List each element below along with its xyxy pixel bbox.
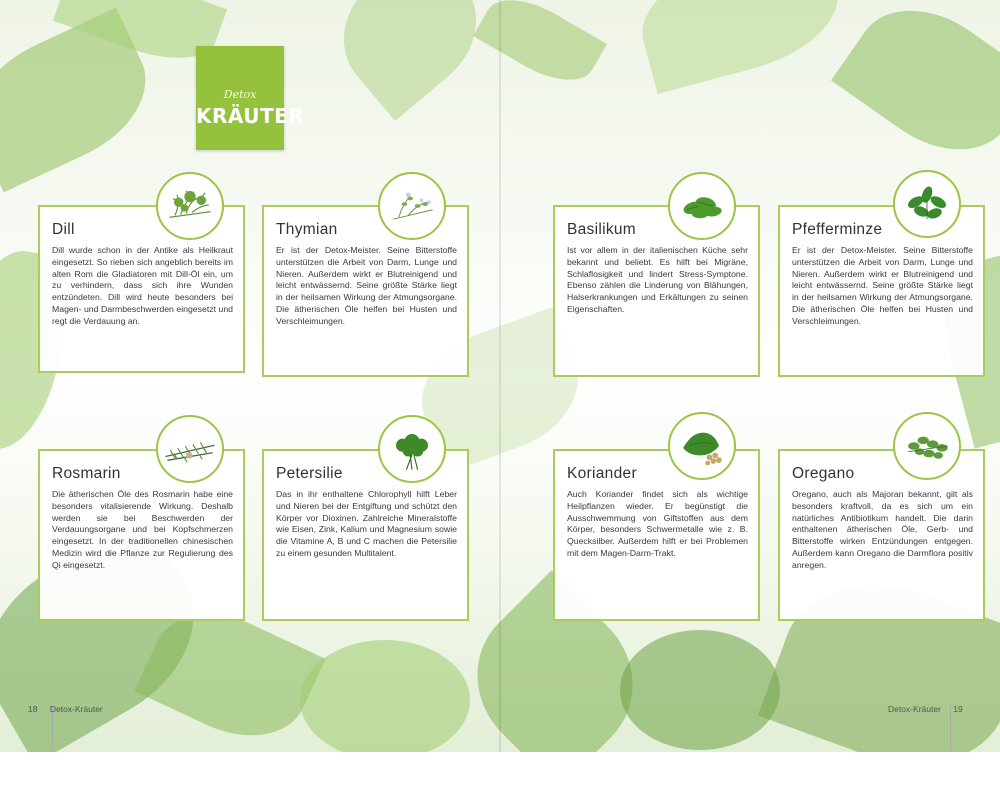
herb-description: Oregano, auch als Majoran bekannt, gilt als besonders kraftvoll, da es sich um ein natürliches Antibiotikum handelt. Die darin enthaltenen ätherischen Öle, Gerb- und Bitterstoffe wirken Entzündungen entgegen. Außerdem kann Oregano die Darmflora positiv anregen.	[792, 489, 973, 570]
footer-right	[888, 704, 963, 714]
section-title: KRÄUTER	[196, 104, 305, 128]
herb-description: Dill wurde schon in der Antike als Heilkraut eingesetzt. So rieben sich angeblich bereits im alten Rom die Gladiatoren mit Dill-Öl ein, um zu verhindern, dass sich ihre Wunden entzündeten. Dill wird heute besonders bei Magen- und Darmbeschwerden eingesetzt und regt die Verdauung an.	[52, 245, 233, 326]
herb-card-thymian	[262, 205, 469, 377]
bg-leaf	[620, 630, 780, 750]
basil-icon	[668, 172, 736, 240]
herb-name: Petersilie	[276, 465, 343, 482]
bg-leaf	[473, 0, 607, 96]
bg-leaf	[318, 0, 502, 121]
herb-card-basilikum	[553, 205, 760, 377]
rosemary-icon	[156, 415, 224, 483]
herb-name: Basilikum	[567, 221, 637, 238]
herb-card-pfefferminze	[778, 205, 985, 377]
peppermint-icon	[893, 170, 961, 238]
herb-card-rosmarin	[38, 449, 245, 621]
herb-name: Rosmarin	[52, 465, 121, 482]
bg-leaf	[831, 0, 1000, 178]
herb-description: Er ist der Detox-Meister. Seine Bitterstoffe unterstützen die Arbeit von Darm, Lunge und Nieren. Außerdem wirkt er Blutreinigend und leicht entwässernd. Seine größte Stärke liegt in der heilsamen Wirkung der Atmungsorgane. Die ätherischen Öle helfen bei Husten und Verschleimungen.	[792, 245, 973, 326]
parsley-icon	[378, 415, 446, 483]
herb-description: Das in ihr enthaltene Chlorophyll hilft Leber und Nieren bei der Entgiftung und schützt den Körper vor Dioxinen. Zahlreiche Mineralstoffe wie Eisen, Zink, Kalium und Magnesium sowie die Vitamine A, B und C machen die Petersilie zu einem gesunden Multitalent.	[276, 489, 457, 558]
herb-description: Er ist der Detox-Meister. Seine Bitterstoffe unterstützen die Arbeit von Darm, Lunge und Nieren. Außerdem wirkt er Blutreinigend und leicht entwässernd. Seine größte Stärke liegt in der heilsamen Wirkung der Atmungsorgane. Die ätherischen Öle helfen bei Husten und Verschleimungen.	[276, 245, 457, 326]
herb-description: Auch Koriander findet sich als wichtige Heilpflanzen wieder. Er begünstigt die Ausschwemmung von Giftstoffen aus dem Körper, besonders Schwermetalle wie z. B. Quecksilber. Außerdem hilft er bei Problemen mit dem Magen-Darm-Trakt.	[567, 489, 748, 558]
page-number-right: 19	[953, 704, 963, 714]
herb-card-dill	[38, 205, 245, 373]
thyme-icon	[378, 172, 446, 240]
section-title-block	[196, 46, 305, 150]
herb-name: Thymian	[276, 221, 338, 238]
coriander-icon	[668, 412, 736, 480]
footer-label-left: Detox-Kräuter	[49, 704, 103, 714]
footer-label-right: Detox-Kräuter	[888, 704, 941, 714]
footer-left	[28, 704, 103, 714]
oregano-icon	[893, 412, 961, 480]
herb-name: Koriander	[567, 465, 637, 482]
dill-icon	[156, 172, 224, 240]
herb-description: Die ätherischen Öle des Rosmarin habe eine besonders vitalisierende Wirkung. Deshalb werden sie bei Beschwerden der Verdauungsorgane und bei Kopfschmerzen eingesetzt. In der traditionellen chinesischen Medizin wird die Pflanze zur Regulierung des Qi eingesetzt.	[52, 489, 233, 570]
herb-card-oregano	[778, 449, 985, 621]
herb-name: Pfefferminze	[792, 221, 883, 238]
bg-leaf	[300, 640, 470, 752]
herb-card-petersilie	[262, 449, 469, 621]
herb-name: Dill	[52, 221, 75, 238]
bg-leaf	[629, 0, 851, 94]
section-subtitle: Detox	[223, 88, 257, 101]
page-number-left: 18	[28, 704, 38, 714]
herb-card-koriander	[553, 449, 760, 621]
page-spine	[499, 0, 501, 752]
herb-description: Ist vor allem in der italienischen Küche sehr bekannt und beliebt. Es hilft bei Migräne, Schlaflosigkeit und lindert Stress-Symptone. Ebenso zählen die Linderung von Blähungen, Halserkrankungen und Erkältungen zu seinen Eigenschaften.	[567, 245, 748, 314]
herb-name: Oregano	[792, 465, 855, 482]
